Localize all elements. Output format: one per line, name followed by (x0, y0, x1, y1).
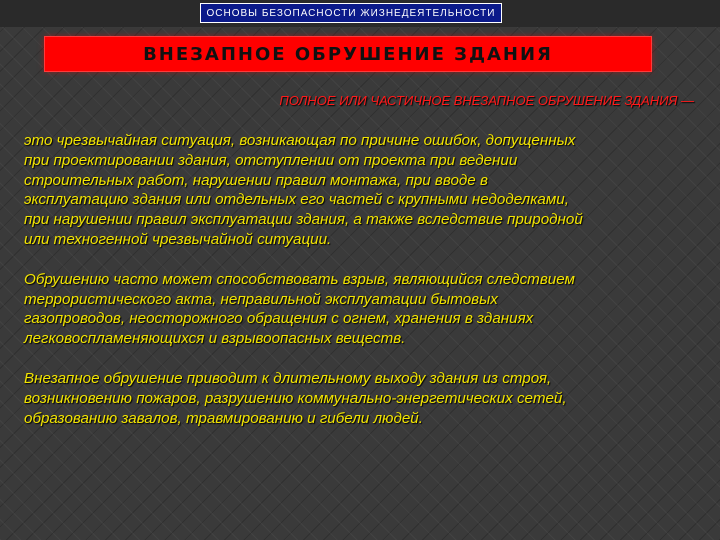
paragraph-consequences: Внезапное обрушение приводит к длительному выходу здания из строя, возникновению пожаров, разрушению коммунально-энергетических сетей, образованию завалов, травмированию и гибели людей. (24, 369, 567, 427)
course-header (200, 3, 502, 23)
course-header-text: ОСНОВЫ БЕЗОПАСНОСТИ ЖИЗНЕДЕЯТЕЛЬНОСТИ (206, 7, 496, 19)
slide-title: ВНЕЗАПНОЕ ОБРУШЕНИЕ ЗДАНИЯ (143, 43, 553, 65)
slide-content (24, 92, 696, 448)
definition-title: ПОЛНОЕ ИЛИ ЧАСТИЧНОЕ ВНЕЗАПНОЕ ОБРУШЕНИЕ ЗДАНИЯ — (279, 93, 694, 108)
top-bar (0, 0, 720, 27)
paragraph-definition: это чрезвычайная ситуация, возникающая по причине ошибок, допущенных при проектировании здания, отступлении от проекта при ведении строительных работ, нарушении правил монтажа, при вводе в эксплуатацию здания или отдельных его частей с крупными недоделками, при нарушении правил эксплуатации здания, а также вследствие природной или техногенной чрезвычайной ситуации. (24, 132, 583, 248)
slide-title-box (45, 37, 651, 71)
paragraph-causes: Обрушению часто может способствовать взрыв, являющийся следствием террористического акта, неправильной эксплуатации бытовых газопроводов, неосторожного обращения с огнем, хранения в зданиях легковоспламеняющихся и взрывоопасных веществ. (24, 270, 575, 348)
